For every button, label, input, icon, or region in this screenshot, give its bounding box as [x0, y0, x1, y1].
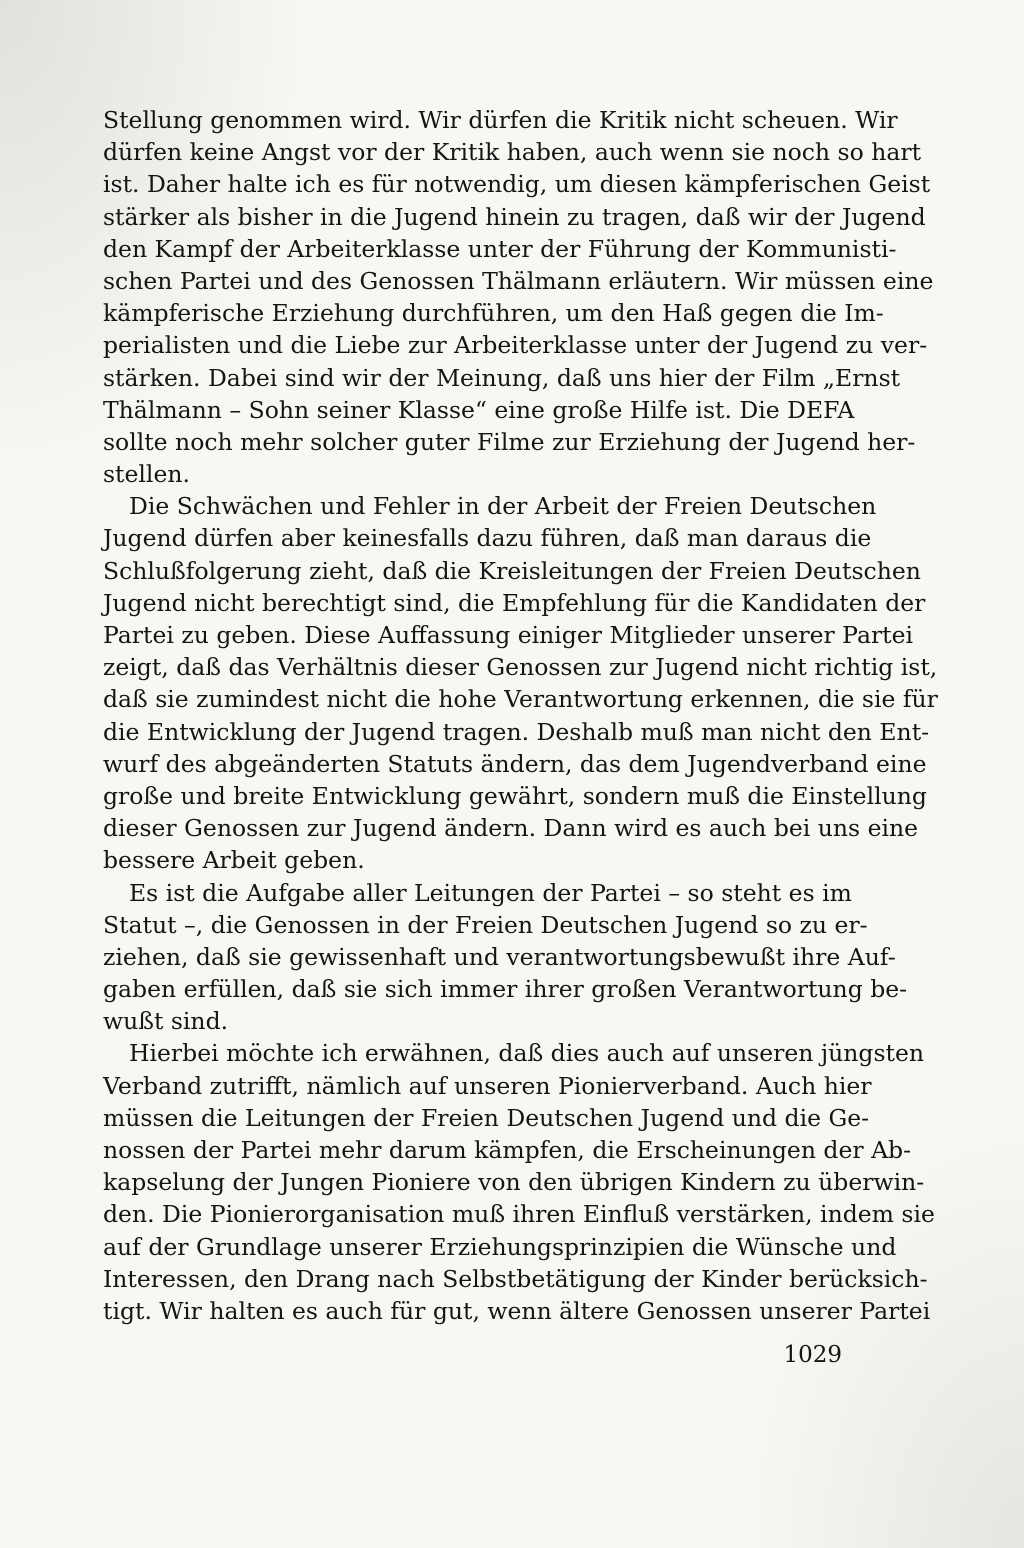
- text-line: Jugend nicht berechtigt sind, die Empfehlung für die Kandidaten der: [103, 588, 926, 617]
- text-line: nossen der Partei mehr darum kämpfen, die Erscheinungen der Ab-: [103, 1136, 912, 1164]
- text-line: Hierbei möchte ich erwähnen, daß dies auch auf unseren jüngsten: [129, 1039, 925, 1068]
- text-line: wurf des abgeänderten Statuts ändern, das dem Jugendverband eine: [103, 749, 927, 778]
- text-line: Schlußfolgerung zieht, daß die Kreisleitungen der Freien Deutschen: [103, 556, 921, 585]
- text-line: große und breite Entwicklung gewährt, sondern muß die Einstellung: [103, 781, 927, 810]
- text-line: tigt. Wir halten es auch für gut, wenn ältere Genossen unserer Partei: [103, 1296, 931, 1325]
- text-line: bessere Arbeit geben.: [103, 846, 365, 875]
- text-line: stärker als bisher in die Jugend hinein zu tragen, daß wir der Jugend: [103, 202, 926, 231]
- text-line: ist. Daher halte ich es für notwendig, um diesen kämpferischen Geist: [103, 170, 931, 199]
- text-line: wußt sind.: [103, 1007, 229, 1036]
- text-line: stellen.: [103, 460, 190, 489]
- text-line: kapselung der Jungen Pioniere von den übrigen Kindern zu überwin-: [103, 1168, 925, 1197]
- text-line: Es ist die Aufgabe aller Leitungen der Partei – so steht es im: [129, 878, 852, 907]
- text-line: dürfen keine Angst vor der Kritik haben, auch wenn sie noch so hart: [103, 138, 922, 167]
- text-line: Verband zutrifft, nämlich auf unseren Pionierverband. Auch hier: [103, 1071, 872, 1100]
- body-text: [103, 104, 938, 1327]
- page-number: 1029: [783, 1342, 842, 1368]
- text-line: perialisten und die Liebe zur Arbeiterklasse unter der Jugend zu ver-: [103, 331, 928, 360]
- text-line: dieser Genossen zur Jugend ändern. Dann wird es auch bei uns eine: [103, 814, 919, 843]
- text-line: Die Schwächen und Fehler in der Arbeit der Freien Deutschen: [129, 492, 877, 521]
- text-line: Jugend dürfen aber keinesfalls dazu führen, daß man daraus die: [103, 524, 872, 553]
- text-line: Partei zu geben. Diese Auffassung einiger Mitglieder unserer Partei: [103, 621, 914, 649]
- text-line: sollte noch mehr solcher guter Filme zur Erziehung der Jugend her-: [103, 427, 916, 456]
- text-line: auf der Grundlage unserer Erziehungsprinzipien die Wünsche und: [103, 1232, 897, 1261]
- text-line: schen Partei und des Genossen Thälmann erläutern. Wir müssen eine: [103, 266, 934, 295]
- text-line: Stellung genommen wird. Wir dürfen die Kritik nicht scheuen. Wir: [103, 106, 898, 134]
- text-line: den Kampf der Arbeiterklasse unter der Führung der Kommunisti-: [103, 234, 897, 263]
- text-line: den. Die Pionierorganisation muß ihren Einfluß verstärken, indem sie: [103, 1200, 935, 1229]
- text-line: Interessen, den Drang nach Selbstbetätigung der Kinder berücksich-: [103, 1264, 928, 1293]
- text-line: Thälmann – Sohn seiner Klasse“ eine große Hilfe ist. Die DEFA: [103, 395, 855, 424]
- text-line: gaben erfüllen, daß sie sich immer ihrer großen Verantwortung be-: [103, 975, 908, 1004]
- text-line: die Entwicklung der Jugend tragen. Deshalb muß man nicht den Ent-: [103, 717, 930, 746]
- text-line: müssen die Leitungen der Freien Deutschen Jugend und die Ge-: [103, 1103, 870, 1132]
- text-line: daß sie zumindest nicht die hohe Verantwortung erkennen, die sie für: [103, 685, 938, 714]
- text-line: Statut –, die Genossen in der Freien Deutschen Jugend so zu er-: [103, 910, 868, 939]
- text-line: zeigt, daß das Verhältnis dieser Genossen zur Jugend nicht richtig ist,: [103, 653, 938, 682]
- text-line: kämpferische Erziehung durchführen, um den Haß gegen die Im-: [103, 299, 884, 328]
- text-line: stärken. Dabei sind wir der Meinung, daß uns hier der Film „Ernst: [103, 363, 901, 392]
- text-line: ziehen, daß sie gewissenhaft und verantwortungsbewußt ihre Auf-: [103, 942, 896, 971]
